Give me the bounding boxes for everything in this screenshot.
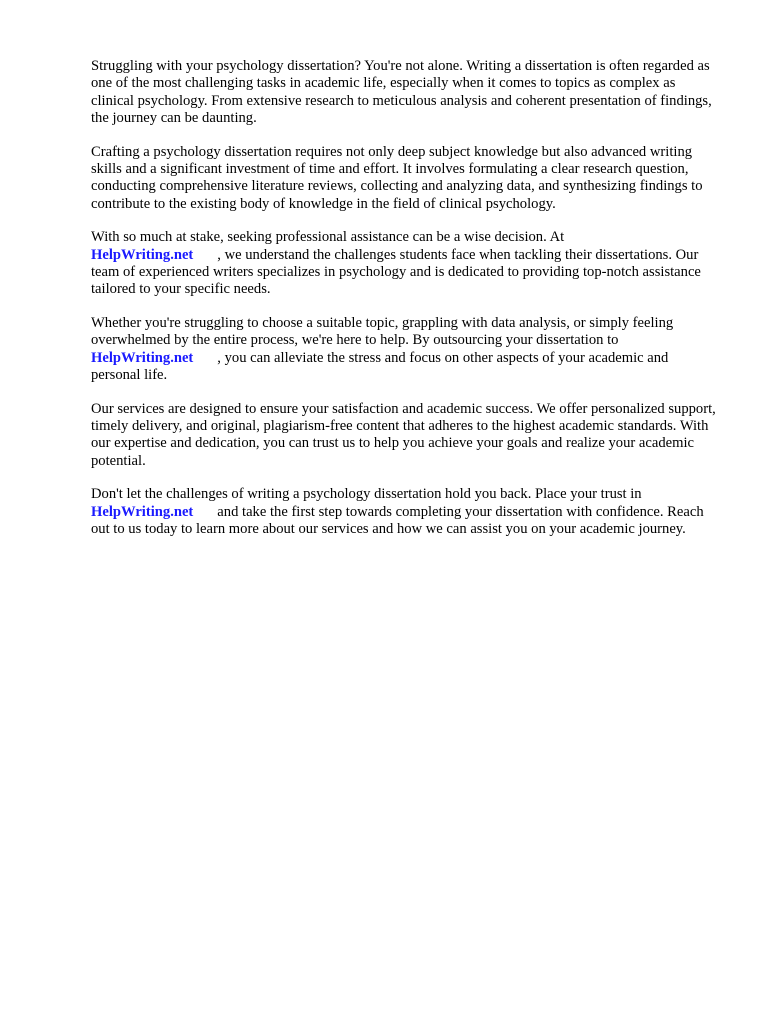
paragraph-text: , you can alleviate the stress and focus on other aspects of your academic and personal life.: [91, 349, 669, 384]
paragraph-intro: Struggling with your psychology dissertation? You're not alone. Writing a dissertation is often regarded as one of the most challenging tasks in academic life, especially when it comes to topics as complex as clinical psychology. From extensive research to meticulous analysis and coherent presentation of findings, the journey can be daunting.: [91, 58, 712, 127]
paragraph-services: Our services are designed to ensure your satisfaction and academic success. We offer personalized support, timely delivery, and original, plagiarism-free content that adheres to the highest academic standards. With our expertise and dedication, you can trust us to help you achieve your goals and realize your academic potential.: [91, 400, 716, 469]
paragraph-text: Don't let the challenges of writing a psychology dissertation hold you back. Place your trust in: [91, 486, 642, 503]
paragraph-text: With so much at stake, seeking professional assistance can be a wise decision. At: [91, 229, 565, 246]
helpwriting-link[interactable]: HelpWriting.net: [91, 503, 194, 520]
paragraph-struggling: [91, 315, 719, 385]
paragraph-assistance: [91, 229, 719, 299]
paragraph-requirements: Crafting a psychology dissertation requires not only deep subject knowledge but also advanced writing skills and a significant investment of time and effort. It involves formulating a clear research question, conducting comprehensive literature reviews, collecting and analyzing data, and synthesizing findings to contribute to the existing body of knowledge in the field of clinical psychology.: [91, 143, 703, 212]
paragraph-text: , we understand the challenges students face when tackling their dissertations. Our team of experienced writers specializes in psychology and is dedicated to providing top-notch assistance tailored to your specific needs.: [91, 246, 701, 298]
paragraph-closing: [91, 486, 719, 538]
helpwriting-link[interactable]: HelpWriting.net: [91, 349, 194, 366]
document-body: [91, 58, 719, 554]
paragraph-text: Whether you're struggling to choose a suitable topic, grappling with data analysis, or simply feeling overwhelmed by the entire process, we're here to help. By outsourcing your dissertation to: [91, 314, 674, 349]
paragraph-text: and take the first step towards completing your dissertation with confidence. Reach out to us today to learn more about our services and how we can assist you on your academic journey.: [91, 503, 704, 537]
helpwriting-link[interactable]: HelpWriting.net: [91, 246, 194, 263]
